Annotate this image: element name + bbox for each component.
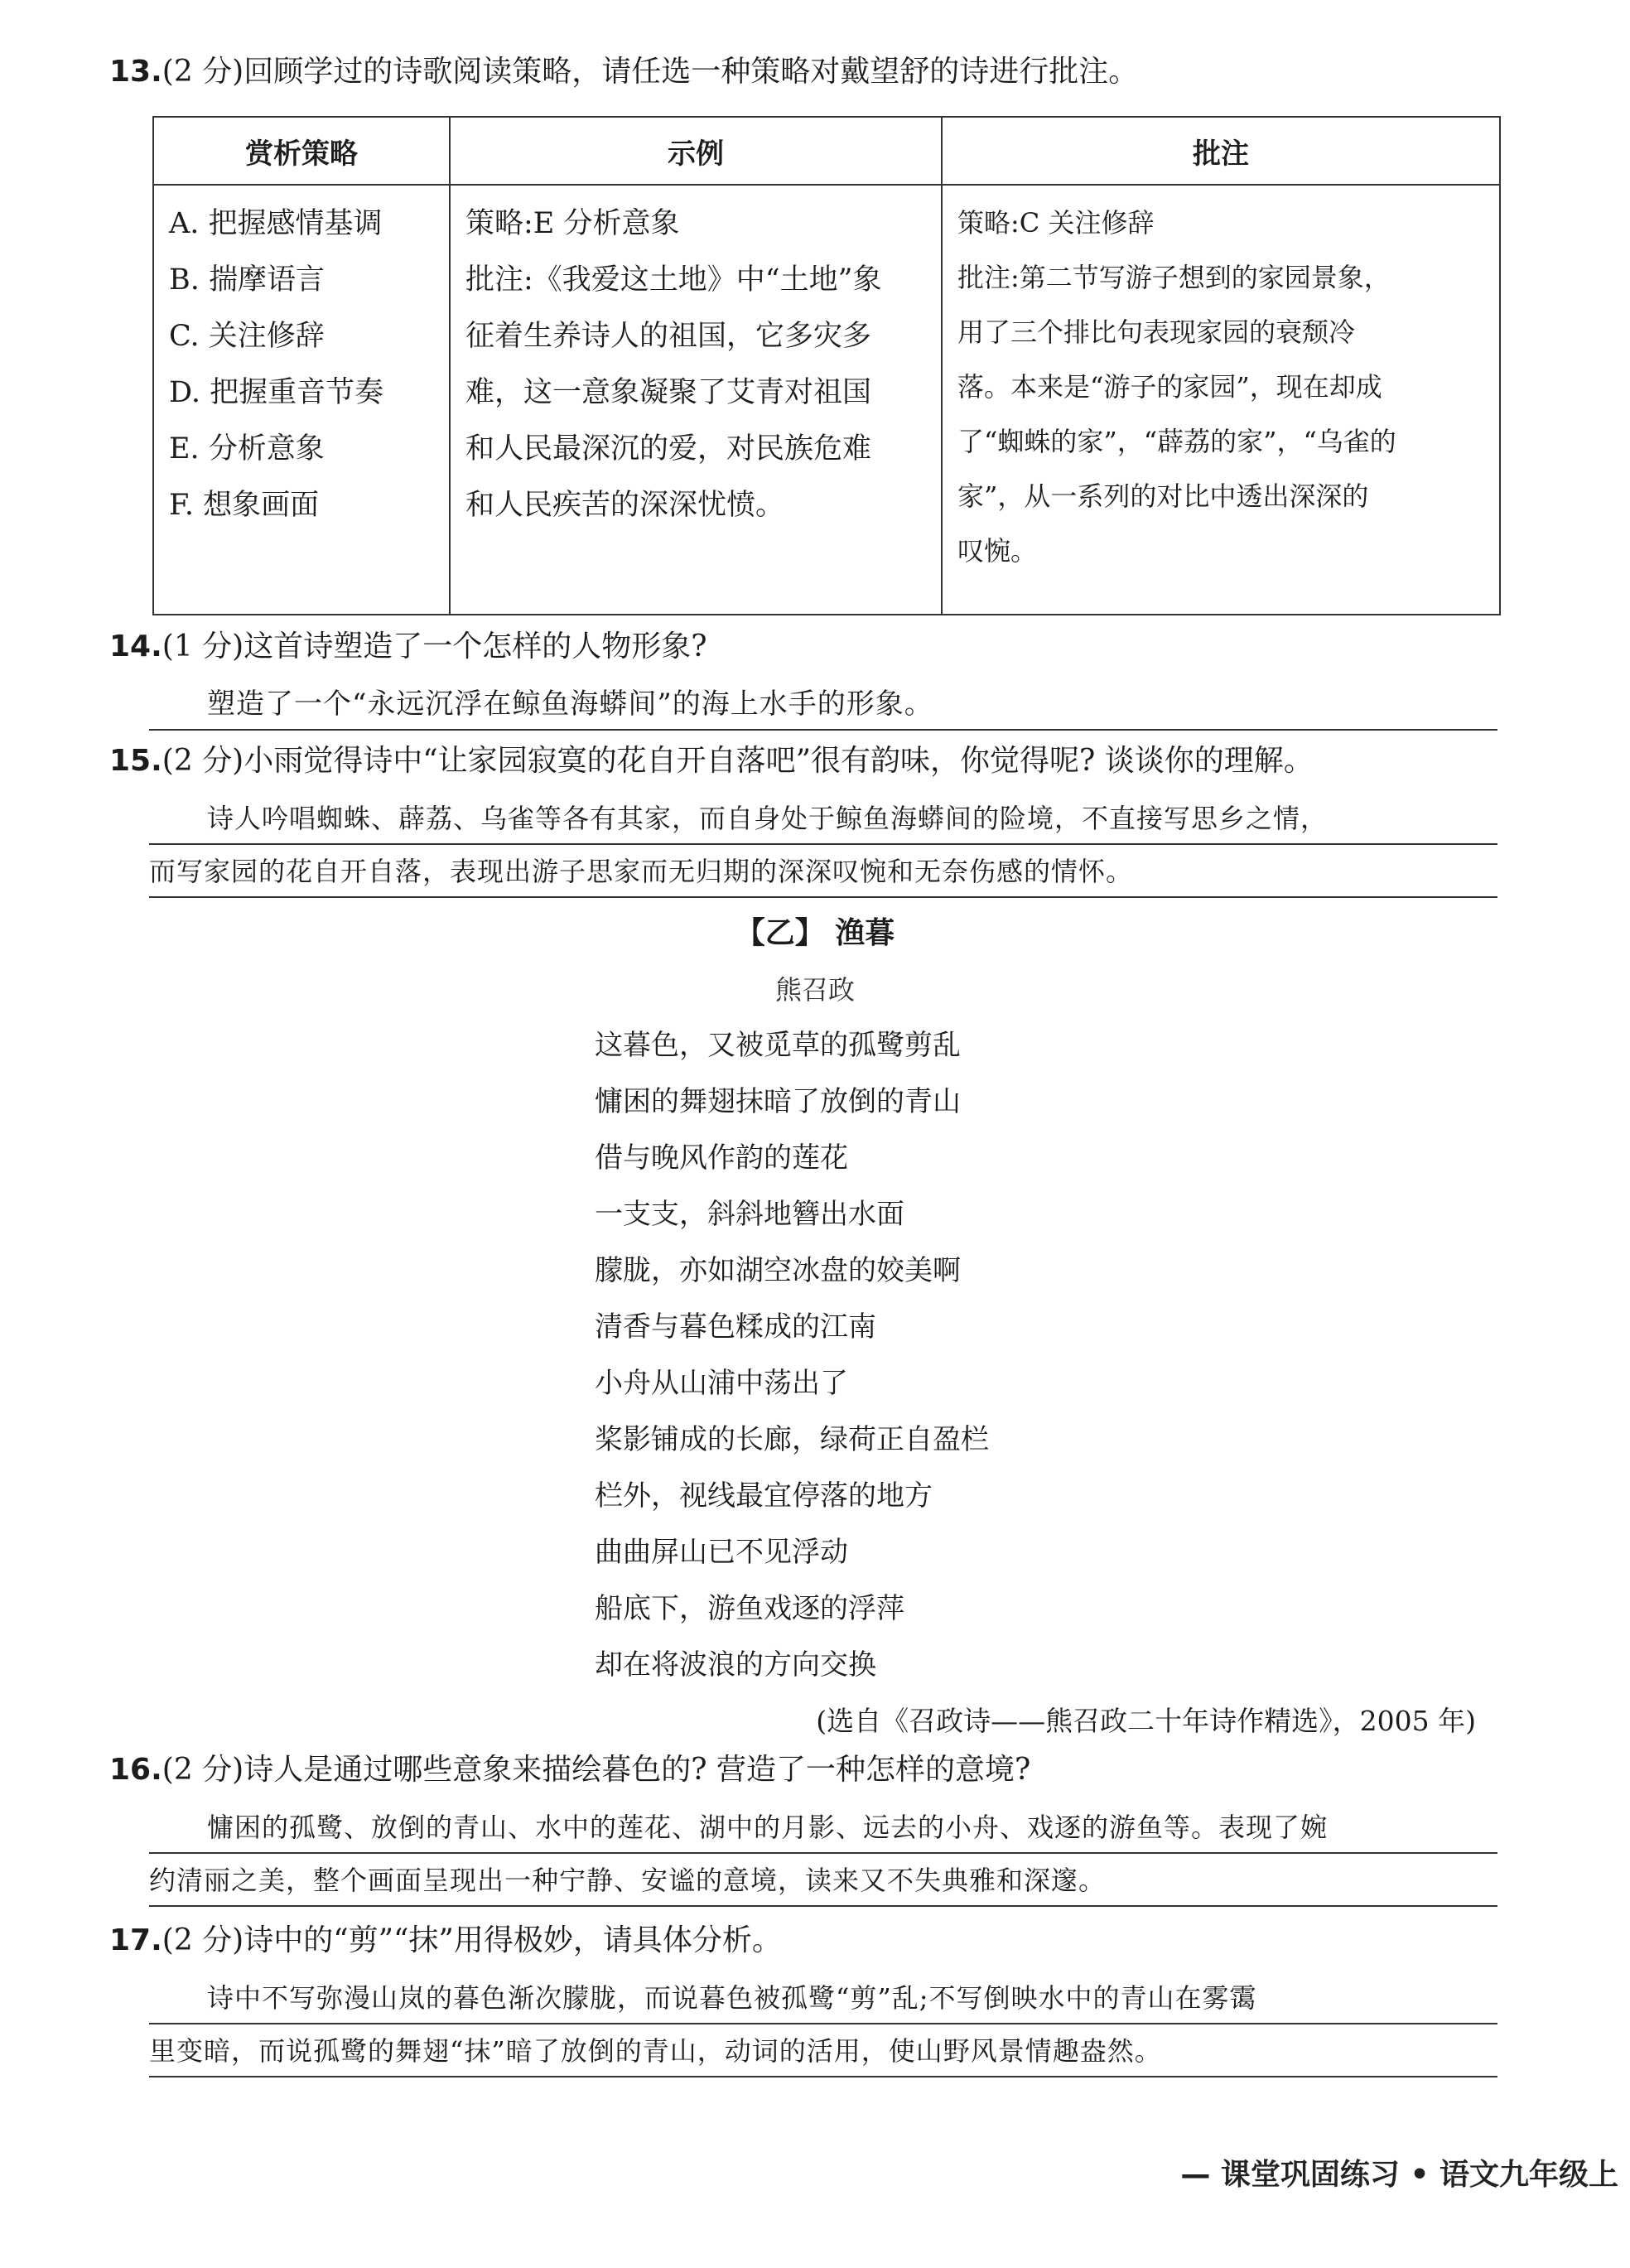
- q14-answer-line: 塑造了一个“永远沉浮在鲸鱼海蟒间”的海上水手的形象。: [149, 679, 1497, 731]
- poem-author: 熊召政: [774, 974, 855, 1006]
- poem-line: 桨影铺成的长廊，绿荷正自盈栏: [595, 1423, 989, 1456]
- q16-stem: [109, 1749, 1030, 1791]
- q17-number: 17.: [109, 1923, 162, 1957]
- strategy-item: B. 揣摩语言: [169, 263, 325, 297]
- header-strategy: 赏析策略: [153, 117, 450, 185]
- example-line: 和人民疾苦的深深忧愤。: [465, 489, 785, 522]
- example-line: 策略:E 分析意象: [465, 207, 680, 240]
- q15-answer-line: 而写家园的花自开自落，表现出游子思家而无归期的深深叹惋和无奈伤感的情怀。: [149, 847, 1497, 898]
- q16-answer-line: 慵困的孤鹭、放倒的青山、水中的莲花、湖中的月影、远去的小舟、戏逐的游鱼等。表现了婉: [149, 1802, 1497, 1854]
- q17-stem: [109, 1920, 782, 1962]
- q14-text: (1 分)这首诗塑造了一个怎样的人物形象?: [162, 630, 707, 664]
- example-line: 批注:《我爱这土地》中“土地”象: [465, 263, 882, 297]
- strategy-item: D. 把握重音节奏: [169, 376, 384, 409]
- table-header-row: [153, 117, 1500, 185]
- header-example: 示例: [450, 117, 942, 185]
- poem-body: [595, 1017, 989, 1693]
- poem-line: 这暮色，又被觅草的孤鹭剪乱: [595, 1029, 961, 1062]
- q17-text: (2 分)诗中的“剪”“抹”用得极妙，请具体分析。: [162, 1923, 782, 1957]
- q17-answer-line: 诗中不写弥漫山岚的暮色渐次朦胧，而说暮色被孤鹭“剪”乱;不写倒映水中的青山在雾霭: [149, 1973, 1497, 2024]
- annotation-line: 落。本来是“游子的家园”，现在却成: [957, 371, 1382, 403]
- example-cell: [450, 185, 942, 615]
- example-line: 和人民最深沉的爱，对民族危难: [465, 432, 872, 466]
- q13-text: (2 分)回顾学过的诗歌阅读策略，请任选一种策略对戴望舒的诗进行批注。: [162, 55, 1139, 89]
- strategy-item: C. 关注修辞: [169, 320, 325, 353]
- strategy-item: F. 想象画面: [169, 489, 320, 522]
- poem-line: 慵困的舞翅抹暗了放倒的青山: [595, 1085, 961, 1118]
- table-body-row: [153, 185, 1500, 615]
- poem-line: 却在将波浪的方向交换: [595, 1648, 876, 1682]
- annotation-line: 用了三个排比句表现家园的衰颓冷: [957, 316, 1356, 348]
- poem-line: 栏外，视线最宜停落的地方: [595, 1479, 933, 1513]
- q14-stem: [109, 626, 707, 668]
- strategy-list: [153, 185, 450, 615]
- strategy-item: E. 分析意象: [169, 432, 325, 466]
- poem-line: 朦胧，亦如湖空冰盘的姣美啊: [595, 1254, 961, 1287]
- q15-text: (2 分)小雨觉得诗中“让家园寂寞的花自开自落吧”很有韵味，你觉得呢? 谈谈你的理解。: [162, 744, 1314, 778]
- q17-answer-line: 里变暗，而说孤鹭的舞翅“抹”暗了放倒的青山，动词的活用，使山野风景情趣盎然。: [149, 2026, 1497, 2077]
- poem-line: 一支支，斜斜地簪出水面: [595, 1198, 904, 1231]
- poem-line: 小舟从山浦中荡出了: [595, 1367, 848, 1400]
- q16-text: (2 分)诗人是通过哪些意象来描绘暮色的? 营造了一种怎样的意境?: [162, 1753, 1031, 1787]
- strategy-item: A. 把握感情基调: [169, 207, 383, 240]
- poem-source: (选自《召政诗——熊召政二十年诗作精选》，2005 年): [816, 1705, 1476, 1737]
- example-line: 征着生养诗人的祖国，它多灾多: [465, 320, 872, 353]
- q13-number: 13.: [109, 55, 162, 89]
- example-line: 难，这一意象凝聚了艾青对祖国: [465, 376, 872, 409]
- header-annotation: 批注: [942, 117, 1500, 185]
- annotation-cell: [942, 185, 1500, 615]
- annotation-line: 叹惋。: [957, 535, 1038, 567]
- page-footer: — 课堂巩固练习 • 语文九年级上: [1180, 2158, 1618, 2192]
- q16-answer-line: 约清丽之美，整个画面呈现出一种宁静、安谧的意境，读来又不失典雅和深邃。: [149, 1855, 1497, 1907]
- annotation-line: 批注:第二节写游子想到的家园景象，: [957, 262, 1391, 293]
- poem-line: 船底下，游鱼戏逐的浮萍: [595, 1592, 904, 1625]
- q15-answer-line: 诗人吟唱蜘蛛、薜荔、乌雀等各有其家，而自身处于鲸鱼海蟒间的险境，不直接写思乡之情，: [149, 794, 1497, 845]
- annotation-line: 家”，从一系列的对比中透出深深的: [957, 480, 1369, 512]
- poem-line: 曲曲屏山已不见浮动: [595, 1536, 848, 1569]
- annotation-line: 了“蜘蛛的家”，“薜荔的家”，“乌雀的: [957, 426, 1396, 457]
- q14-number: 14.: [109, 630, 162, 664]
- poem-title: 【乙】 渔暮: [735, 916, 895, 950]
- q15-number: 15.: [109, 744, 162, 778]
- poem-line: 清香与暮色糅成的江南: [595, 1310, 876, 1344]
- poem-line: 借与晚风作韵的莲花: [595, 1141, 848, 1175]
- q16-number: 16.: [109, 1753, 162, 1787]
- strategy-table: [152, 116, 1501, 615]
- q15-stem: [109, 741, 1314, 782]
- annotation-line: 策略:C 关注修辞: [957, 207, 1155, 239]
- q13-stem: [109, 51, 1138, 93]
